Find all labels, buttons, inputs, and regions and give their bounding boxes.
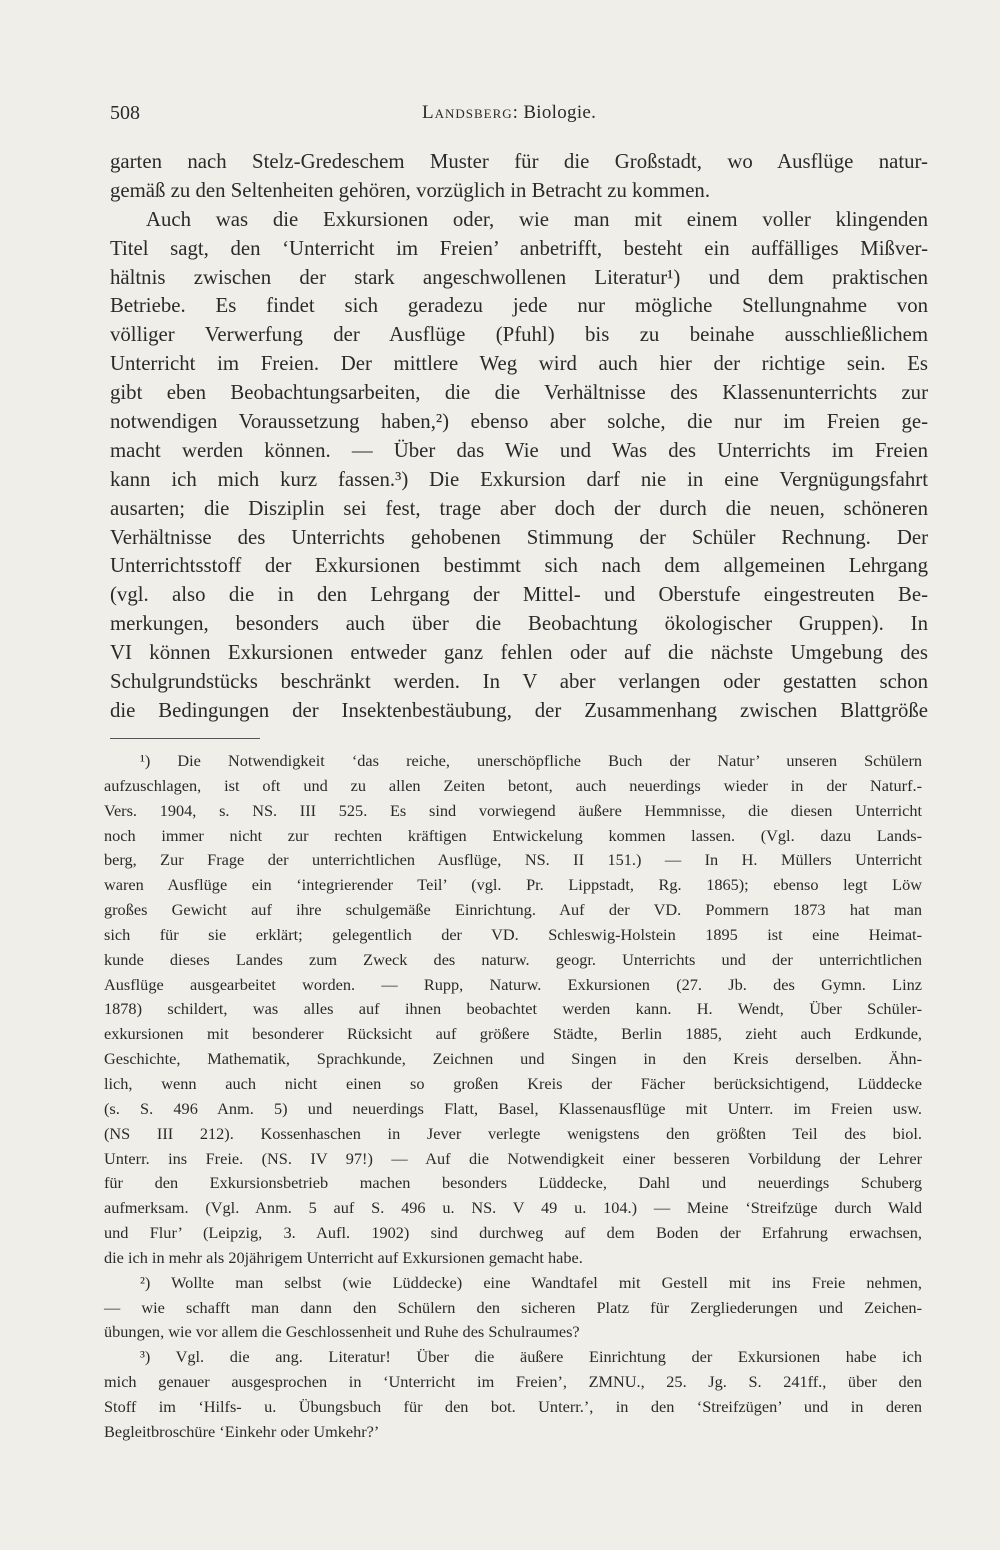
body-line: hältnis zwischen der stark angeschwollenen Literatur¹) und dem praktischen xyxy=(110,265,928,289)
footnote-line: mich genauer ausgesprochen in ‘Unterricht im Freien’, ZMNU., 25. Jg. S. 241ff., über den xyxy=(104,1372,922,1392)
footnote-line: sich für sie erklärt; gelegentlich der VD. Schleswig-Holstein 1895 ist eine Heimat- xyxy=(104,924,922,944)
footnote-line: für den Exkursionsbetrieb machen besonders Lüddecke, Dahl und neuerdings Schuberg xyxy=(104,1173,922,1193)
footnote-line: Ausflüge ausgearbeitet worden. — Rupp, Naturw. Exkursionen (27. Jb. des Gymn. Linz xyxy=(104,974,922,994)
footnote-rule xyxy=(110,738,260,739)
footnote-line: kunde dieses Landes zum Zweck des naturw. geogr. Unterrichts und der unterrichtlichen xyxy=(104,949,922,969)
body-line: merkungen, besonders auch über die Beobachtung ökologischer Gruppen). In xyxy=(110,612,928,636)
footnote-line: ³) Vgl. die ang. Literatur! Über die äußere Einrichtung der Exkursionen habe ich xyxy=(140,1347,922,1367)
body-line: kann ich mich kurz fassen.³) Die Exkursion darf nie in eine Vergnügungsfahrt xyxy=(110,467,928,491)
footnotes xyxy=(104,749,922,1445)
running-head xyxy=(422,100,596,126)
footnote-line: waren Ausflüge ein ‘integrierender Teil’ (vgl. Pr. Lippstadt, Rg. 1865); ebenso legt Löw xyxy=(104,875,922,895)
body-line: die Bedingungen der Insektenbestäubung, der Zusammenhang zwischen Blattgröße xyxy=(110,698,928,722)
body-line: notwendigen Voraussetzung haben,²) ebenso aber solche, die nur im Freien ge- xyxy=(110,410,928,434)
footnote-line: (s. S. 496 Anm. 5) und neuerdings Flatt, Basel, Klassenausflüge mit Unterr. im Freien usw. xyxy=(104,1098,922,1118)
body-line: ausarten; die Disziplin sei fest, trage aber doch der durch die neuen, schöneren xyxy=(110,496,928,520)
footnote-line: ¹) Die Notwendigkeit ‘das reiche, unerschöpfliche Buch der Natur’ unseren Schülern xyxy=(140,751,922,770)
running-head-separator: : xyxy=(512,102,524,123)
footnote-line: Unterr. ins Freie. (NS. IV 97!) — Auf die Notwendigkeit einer besseren Vorbildung der Lehrer xyxy=(104,1148,922,1168)
body-line: gemäß zu den Seltenheiten gehören, vorzüglich in Betracht zu kommen. xyxy=(110,178,711,202)
body-line: Schulgrundstücks beschränkt werden. In V aber verlangen oder gestatten schon xyxy=(110,670,928,694)
footnote-line: Vers. 1904, s. NS. III 525. Es sind vorwiegend äußere Hemmnisse, die diesen Unterricht xyxy=(104,800,922,820)
footnote-line: ²) Wollte man selbst (wie Lüddecke) eine Wandtafel mit Gestell mit ins Freie nehmen, xyxy=(140,1272,922,1292)
footnote-line: 1878) schildert, was alles auf ihnen beobachtet werden kann. H. Wendt, Über Schüler- xyxy=(104,999,922,1019)
footnote-line: Stoff im ‘Hilfs- u. Übungsbuch für den bot. Unterr.’, in den ‘Streifzügen’ und in deren xyxy=(104,1396,922,1416)
footnote-line: noch immer nicht zur rechten kräftigen Entwickelung kommen lassen. (Vgl. dazu Lands- xyxy=(104,825,922,845)
footnote-line: Begleitbroschüre ‘Einkehr oder Umkehr?’ xyxy=(104,1421,380,1441)
body-line: Betriebe. Es findet sich geradezu jede nur mögliche Stellungnahme von xyxy=(110,294,928,318)
body-line: (vgl. also die in den Lehrgang der Mittel- und Oberstufe eingestreuten Be- xyxy=(110,583,928,607)
running-head-author: Landsberg xyxy=(422,102,513,123)
body-line: gibt eben Beobachtungsarbeiten, die die Verhältnisse des Klassenunterrichts zur xyxy=(110,381,928,405)
footnote-line: exkursionen mit besonderer Rücksicht auf größere Städte, Berlin 1885, zieht auch Erdkunde, xyxy=(104,1024,922,1044)
body-line: VI können Exkursionen entweder ganz fehlen oder auf die nächste Umgebung des xyxy=(110,641,928,665)
page-header xyxy=(110,100,928,130)
footnote-line: die ich in mehr als 20jährigem Unterricht auf Exkursionen gemacht habe. xyxy=(104,1247,583,1267)
body-line: Unterricht im Freien. Der mittlere Weg wird auch hier der richtige sein. Es xyxy=(110,352,928,376)
running-head-title: Biologie. xyxy=(523,102,597,123)
footnote-line: berg, Zur Frage der unterrichtlichen Ausflüge, NS. II 151.) — In H. Müllers Unterricht xyxy=(104,850,922,870)
footnote-line: lich, wenn auch nicht einen so großen Kreis der Fächer berücksichtigend, Lüddecke xyxy=(104,1073,922,1093)
footnote-line: großes Gewicht auf ihre schulgemäße Einrichtung. Auf der VD. Pommern 1873 hat man xyxy=(104,900,922,920)
body-line: Verhältnisse des Unterrichts gehobenen Stimmung der Schüler Rechnung. Der xyxy=(110,525,928,549)
footnote-line: (NS III 212). Kossenhaschen in Jever verlegte wenigstens den größten Teil des biol. xyxy=(104,1123,922,1143)
body-line: Titel sagt, den ‘Unterricht im Freien’ anbetrifft, besteht ein auffälliges Mißver- xyxy=(110,236,928,260)
body-line: macht werden können. — Über das Wie und Was des Unterrichts im Freien xyxy=(110,438,928,462)
page-number: 508 xyxy=(110,102,140,124)
body-text xyxy=(110,148,928,726)
footnote-line: aufzuschlagen, ist oft und zu allen Zeiten betont, auch neuerdings wieder in der Naturf.- xyxy=(104,775,922,795)
body-line: Auch was die Exkursionen oder, wie man mit einem voller klingenden xyxy=(146,207,928,231)
body-line: Unterrichtsstoff der Exkursionen bestimmt sich nach dem allgemeinen Lehrgang xyxy=(110,554,928,578)
footnote-line: Geschichte, Mathematik, Sprachkunde, Zeichnen und Singen in den Kreis derselben. Ähn- xyxy=(104,1049,922,1069)
body-line: garten nach Stelz-Gredeschem Muster für die Großstadt, wo Ausflüge natur- xyxy=(110,150,928,173)
footnote-line: aufmerksam. (Vgl. Anm. 5 auf S. 496 u. NS. V 49 u. 104.) — Meine ‘Streifzüge durch Wald xyxy=(104,1198,922,1218)
body-line: völliger Verwerfung der Ausflüge (Pfuhl) bis zu beinahe ausschließlichem xyxy=(110,323,928,347)
footnote-line: und Flur’ (Leipzig, 3. Aufl. 1902) sind durchweg auf dem Boden der Erfahrung erwachsen, xyxy=(104,1223,922,1243)
footnote-line: übungen, wie vor allem die Geschlossenheit und Ruhe des Schulraumes? xyxy=(104,1322,580,1342)
footnote-line: — wie schafft man dann den Schülern den sicheren Platz für Zergliederungen und Zeichen- xyxy=(104,1297,922,1317)
